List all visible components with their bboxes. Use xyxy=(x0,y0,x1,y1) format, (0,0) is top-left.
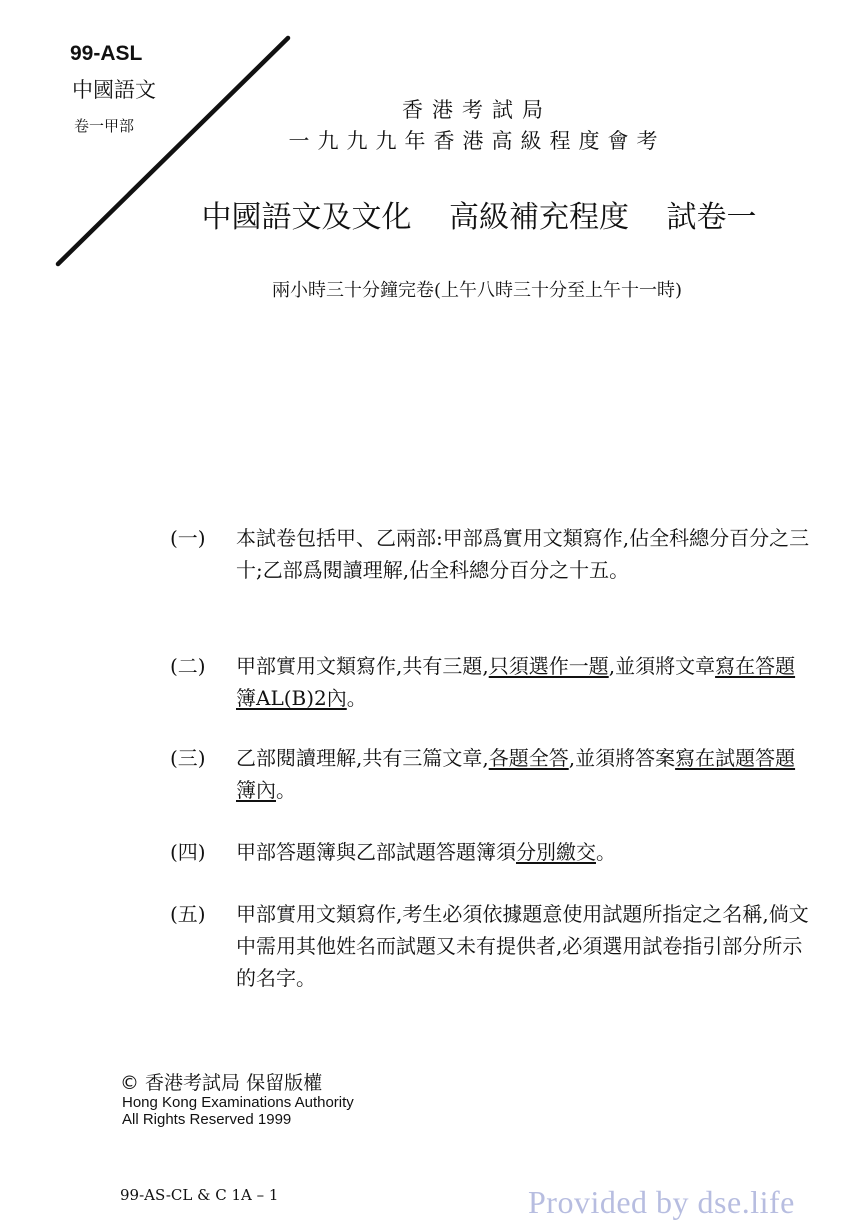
instruction-underlined: 各題全答 xyxy=(488,746,569,770)
instruction-segment: 本試卷包括甲、乙兩部:甲部爲實用文類寫作,佔全科總分百分之三十;乙部爲閱讀理解,佔全科總分百分之十五。 xyxy=(236,526,810,582)
footer-paper-code: 99-AS-CL & C 1A – 1 xyxy=(120,1186,279,1204)
instruction-text xyxy=(236,742,810,806)
copyright-authority: Hong Kong Examinations Authority xyxy=(122,1094,354,1111)
instruction-segment: 。 xyxy=(596,840,616,864)
instruction-underlined: 只須選作一題 xyxy=(488,654,609,678)
instruction-1 xyxy=(170,522,810,586)
instruction-number: (二) xyxy=(170,654,206,678)
instruction-text xyxy=(236,898,810,994)
instruction-underlined: 分別繳交 xyxy=(516,840,596,864)
instruction-2 xyxy=(170,650,810,714)
instruction-number: (三) xyxy=(170,746,206,770)
part-label: 卷一甲部 xyxy=(74,117,135,135)
instruction-text xyxy=(236,836,810,868)
instruction-number: (四) xyxy=(170,840,206,864)
instruction-segment: 甲部實用文類寫作,共有三題, xyxy=(236,654,489,678)
instruction-segment: 甲部實用文類寫作,考生必須依據題意使用試題所指定之名稱,倘文中需用其他姓名而試題又未有提供者,必須選用試卷指引部分所示的名字。 xyxy=(236,902,809,990)
instruction-number: (一) xyxy=(170,526,206,550)
instruction-3 xyxy=(170,742,810,806)
instruction-segment: 。 xyxy=(276,778,296,802)
instruction-underlined: 寫在答題簿AL(B)2內 xyxy=(236,654,796,710)
paper-title: 中國語文及文化 高級補充程度 試卷一 xyxy=(201,200,757,235)
instruction-number: (五) xyxy=(170,902,206,926)
instruction-segment: ,並須將文章 xyxy=(608,654,716,678)
authority-name: 香港考試局 xyxy=(402,98,552,122)
instruction-5 xyxy=(170,898,810,994)
copyright-chinese: © 香港考試局 保留版權 xyxy=(120,1072,323,1094)
instruction-text xyxy=(236,650,810,714)
duration-text: 兩小時三十分鐘完卷(上午八時三十分至上午十一時) xyxy=(271,280,683,301)
instruction-segment: ,並須將答案 xyxy=(568,746,676,770)
instruction-4 xyxy=(170,836,810,868)
instruction-segment: 。 xyxy=(346,686,367,710)
paper-code: 99-ASL xyxy=(70,42,143,65)
exam-name: 一九九九年香港高級程度會考 xyxy=(288,129,666,153)
instruction-text xyxy=(236,522,810,586)
copyright-english xyxy=(122,1094,354,1128)
subject-label: 中國語文 xyxy=(72,78,156,102)
instruction-segment: 乙部閱讀理解,共有三篇文章, xyxy=(236,746,489,770)
instruction-underlined: 寫在試題答題簿內 xyxy=(236,746,796,802)
copyright-rights: All Rights Reserved 1999 xyxy=(122,1111,292,1128)
watermark: Provided by dse.life xyxy=(528,1184,795,1220)
instruction-segment: 甲部答題簿與乙部試題答題簿須 xyxy=(236,840,516,864)
